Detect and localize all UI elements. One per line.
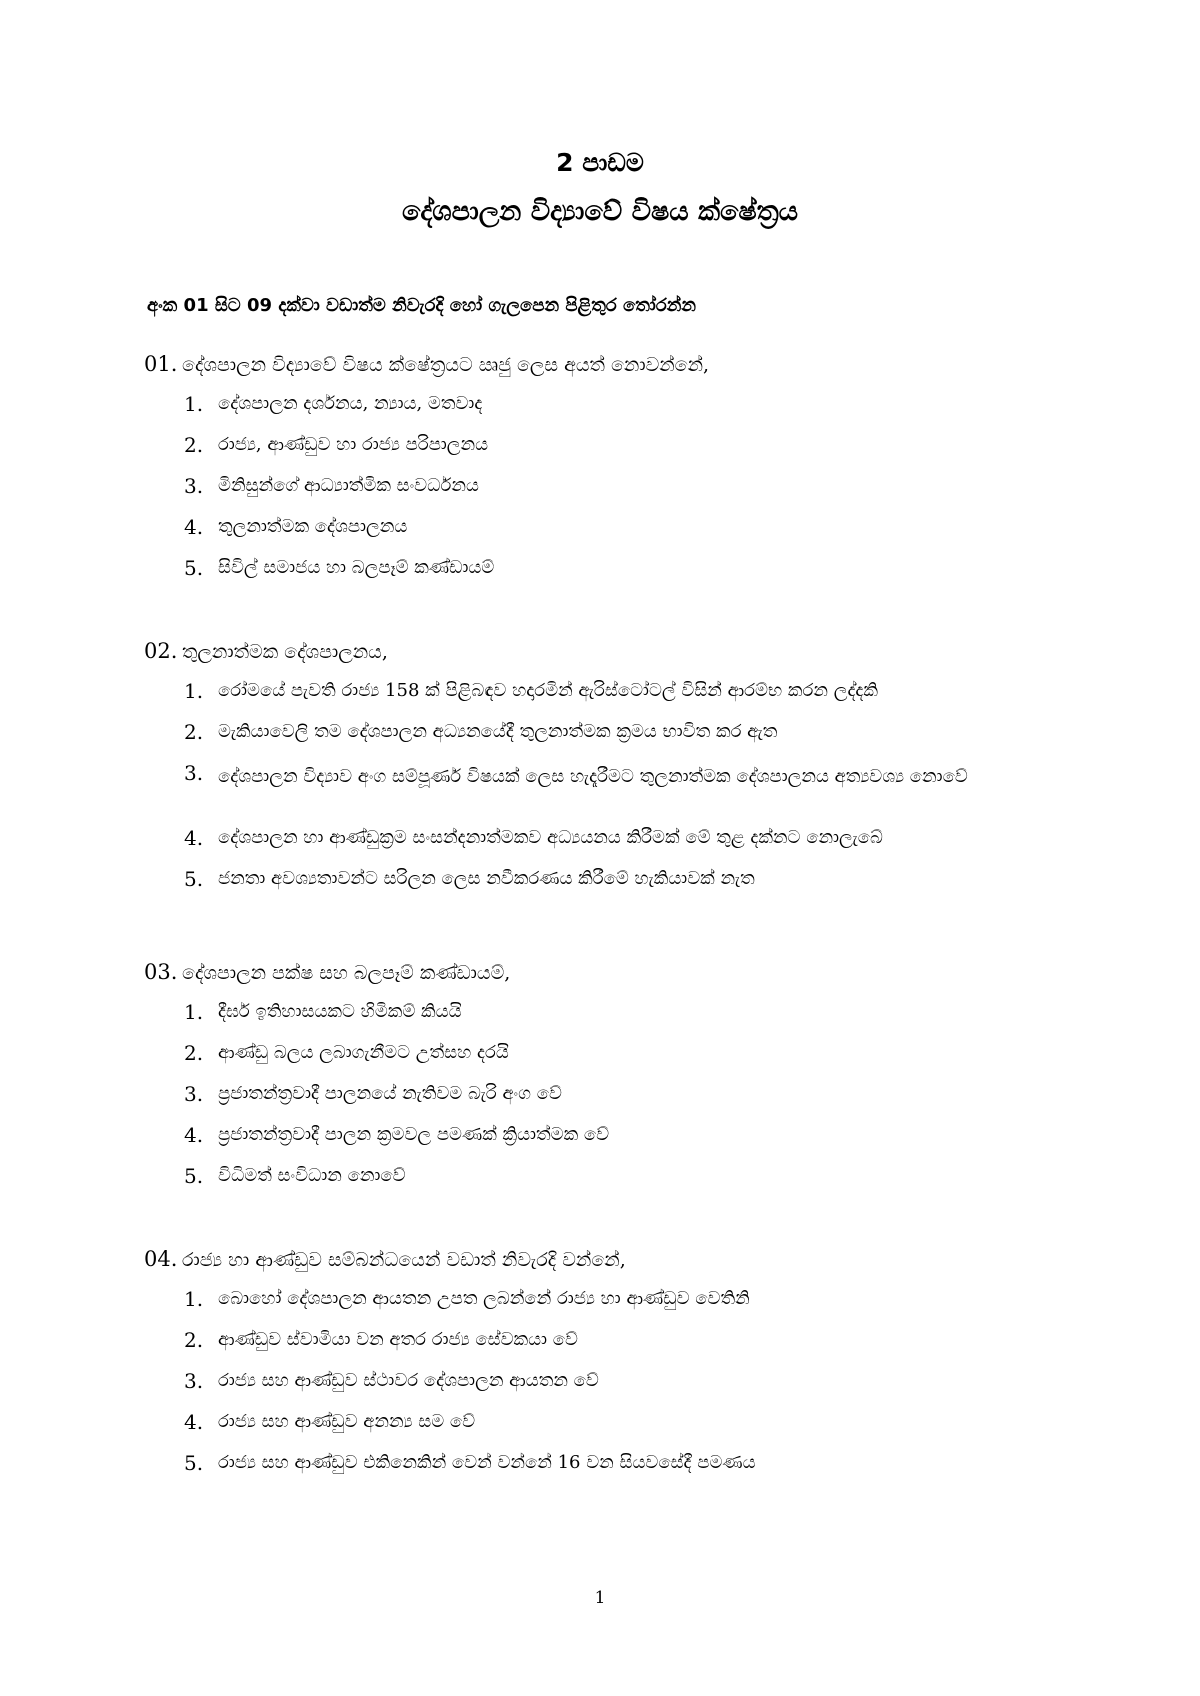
option-text: රාජ්‍ය සහ ආණ්ඩුව එකිනෙකින් වෙන් වන්නේ 16 වන සියවසේදී පමණය <box>218 1452 756 1473</box>
question-number: 02. <box>144 639 178 663</box>
option-number: 1. <box>184 679 204 703</box>
option-number: 4. <box>184 1123 204 1147</box>
option-text: රෝමයේ පැවති රාජ්‍ය 158 ක් පිළිබඳව හදාරමින් ඇරිස්ටෝටල් විසින් ආරම්භ කරන ලද්දකි <box>218 680 879 701</box>
option-text: දේශපාලන විද්‍යාව අංග සම්පූර්ණ විෂයක් ලෙස හැදෑරීමට තුලනාත්මක දේශපාලනය අත්‍යවශ්‍ය නොවේ <box>218 766 968 787</box>
options-list <box>144 390 1064 595</box>
question-4 <box>144 1245 1064 1490</box>
option-item <box>144 554 1064 595</box>
option-text: විධිමත් සංවිධාන නොවේ <box>218 1165 406 1186</box>
option-item <box>144 1449 1064 1490</box>
option-text: මිනිසුන්ගේ ආධ්‍යාත්මික සංවර්ධනය <box>218 475 479 496</box>
option-item <box>144 1408 1064 1449</box>
question-text: දේශපාලන පක්ෂ සහ බලපෑම් කණ්ඩායම්, <box>182 962 511 984</box>
option-text: තුලනාත්මක දේශපාලනය <box>218 516 408 537</box>
option-item <box>144 1326 1064 1367</box>
option-item <box>144 759 1064 824</box>
question-text: දේශපාලන විද්‍යාවේ විෂය ක්ෂේත්‍රයට ඍජු ලෙස අයත් නොවන්නේ, <box>182 354 710 376</box>
option-item <box>144 677 1064 718</box>
option-item <box>144 1285 1064 1326</box>
option-item <box>144 1367 1064 1408</box>
option-item <box>144 472 1064 513</box>
option-number: 3. <box>184 1369 204 1393</box>
option-item <box>144 1039 1064 1080</box>
option-number: 2. <box>184 1328 204 1352</box>
question-2 <box>144 637 1064 906</box>
question-number: 04. <box>144 1247 178 1271</box>
option-number: 2. <box>184 433 204 457</box>
lesson-number: 2 පාඩම <box>556 148 644 177</box>
option-text: සිවිල් සමාජය හා බලපෑම් කණ්ඩායම් <box>218 557 495 578</box>
question-stem <box>144 1245 1064 1275</box>
instruction-text: අංක 01 සිට 09 දක්වා වඩාත්ම නිවැරදි හෝ ගැලපෙන පිළිතුර තෝරන්න <box>147 295 696 316</box>
option-text: රාජ්‍ය සහ ආණ්ඩුව ස්ථාවර දේශපාලන ආයතන වේ <box>218 1370 599 1391</box>
option-text: ආණ්ඩු බලය ලබාගැනීමට උත්සහ දරයි <box>218 1042 509 1063</box>
option-number: 1. <box>184 392 204 416</box>
question-1 <box>144 350 1064 595</box>
option-number: 4. <box>184 826 204 850</box>
option-number: 4. <box>184 515 204 539</box>
option-text: ජනතා අවශ්‍යතාවන්ට සරිලන ලෙස නවීකරණය කිරීමේ හැකියාවක් නැත <box>218 868 755 889</box>
question-text: රාජ්‍ය හා ආණ්ඩුව සම්බන්ධයෙන් වඩාත් නිවැරදි වන්නේ, <box>182 1249 626 1271</box>
option-item <box>144 390 1064 431</box>
option-text: මැකියාවෙලි තම දේශපාලන අධ්‍යනයේදී තුලනාත්මක ක්‍රමය භාවිත කර ඇත <box>218 721 778 742</box>
option-number: 3. <box>184 1082 204 1106</box>
option-number: 1. <box>184 1287 204 1311</box>
option-text: රාජ්‍ය, ආණ්ඩුව හා රාජ්‍ය පරිපාලනය <box>218 434 489 455</box>
option-text: දේශපාලන දර්ශනය, න්‍යාය, මතවාද <box>218 393 483 414</box>
option-number: 1. <box>184 1000 204 1024</box>
option-number: 5. <box>184 556 204 580</box>
option-text: බොහෝ දේශපාලන ආයතන උපත ලබන්නේ රාජ්‍ය හා ආණ්ඩුව වෙතිනි <box>218 1288 750 1309</box>
option-text: දීර්ඝ ඉතිහාසයකට හිමිකම් කියයි <box>218 1001 462 1022</box>
page-number: 1 <box>594 1588 606 1608</box>
option-number: 4. <box>184 1410 204 1434</box>
option-number: 3. <box>184 761 204 785</box>
question-stem <box>144 637 1064 667</box>
question-number: 01. <box>144 352 178 376</box>
option-text: ප්‍රජාතන්ත්‍රවාදී පාලනයේ නැතිවම බැරි අංග වේ <box>218 1083 562 1104</box>
option-number: 2. <box>184 720 204 744</box>
option-item <box>144 865 1064 906</box>
option-item <box>144 998 1064 1039</box>
option-text: රාජ්‍ය සහ ආණ්ඩුව අනන්‍ය සම වේ <box>218 1411 476 1432</box>
option-item <box>144 431 1064 472</box>
question-text: තුලනාත්මක දේශපාලනය, <box>182 641 388 663</box>
options-list <box>144 1285 1064 1490</box>
question-number: 03. <box>144 960 178 984</box>
question-stem <box>144 958 1064 988</box>
option-text: දේශපාලන හා ආණ්ඩුක්‍රම සංසන්දනාත්මකව අධ්‍යයනය කිරීමක් මේ තුළ දක්නට නොලැබේ <box>218 827 883 848</box>
option-number: 5. <box>184 867 204 891</box>
option-number: 2. <box>184 1041 204 1065</box>
option-item <box>144 718 1064 759</box>
option-item <box>144 1080 1064 1121</box>
option-item <box>144 513 1064 554</box>
option-item <box>144 1162 1064 1203</box>
options-list <box>144 677 1064 906</box>
option-text: ආණ්ඩුව ස්වාමියා වන අතර රාජ්‍ය සේවකයා වේ <box>218 1329 578 1350</box>
option-number: 5. <box>184 1164 204 1188</box>
option-number: 3. <box>184 474 204 498</box>
option-number: 5. <box>184 1451 204 1475</box>
option-item <box>144 824 1064 865</box>
question-3 <box>144 958 1064 1203</box>
lesson-title: දේශපාලන විද්‍යාවේ විෂය ක්ෂේත්‍රය <box>401 196 799 227</box>
option-item <box>144 1121 1064 1162</box>
options-list <box>144 998 1064 1203</box>
question-stem <box>144 350 1064 380</box>
option-text: ප්‍රජාතන්ත්‍රවාදී පාලන ක්‍රමවල පමණක් ක්‍රියාත්මක වේ <box>218 1124 610 1145</box>
